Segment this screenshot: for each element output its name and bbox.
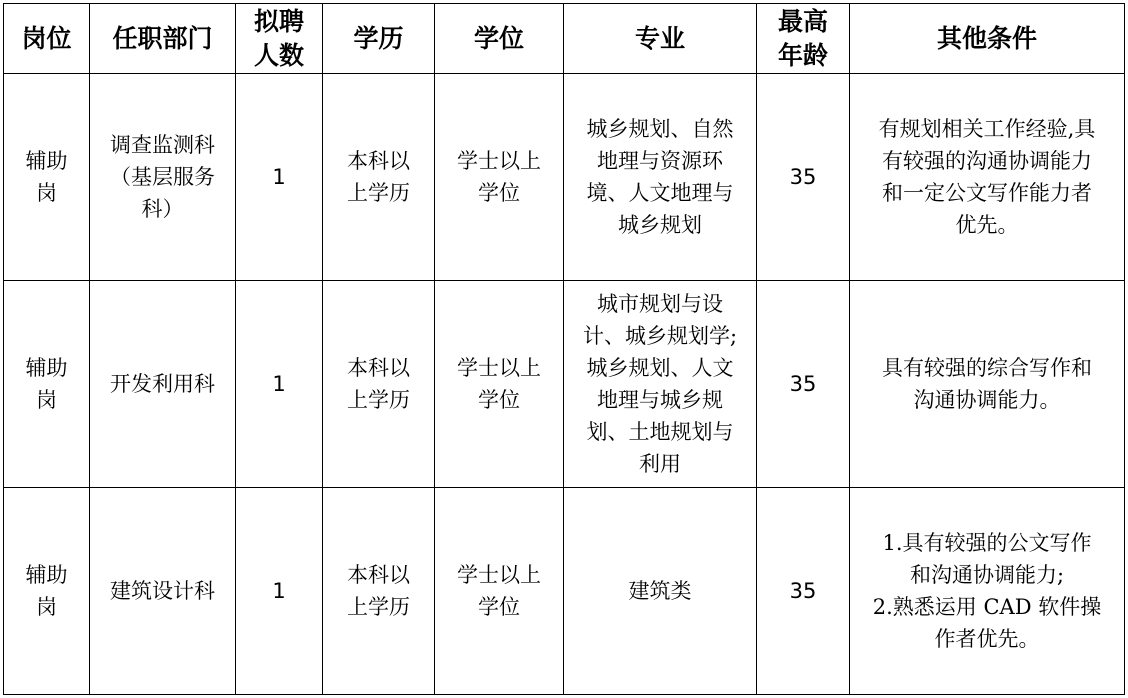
cell-position-line: 岗: [36, 595, 57, 619]
cell-major-line: 城乡规划、人文: [586, 356, 734, 380]
header-degree: 学位: [435, 4, 564, 74]
header-major: 专业: [564, 4, 757, 74]
cell-degree: [435, 488, 564, 695]
cell-max-age: [757, 281, 850, 488]
cell-education: [323, 488, 435, 695]
cell-degree-line: 学位: [478, 181, 520, 205]
cell-degree-line: 学位: [478, 388, 520, 412]
cell-major: [564, 74, 757, 281]
cell-position: [4, 488, 90, 695]
header-row: [4, 4, 1125, 74]
header-max-age-line: 年龄: [777, 40, 828, 70]
cell-count-value: 1: [272, 165, 286, 189]
cell-major-line: 建筑类: [628, 579, 692, 603]
cell-other-line: 2.熟悉运用 CAD 软件操: [872, 595, 1102, 619]
cell-position-line: 辅助: [25, 356, 68, 380]
cell-department-line: 调查监测科: [110, 133, 215, 157]
cell-count: [236, 488, 323, 695]
cell-max-age-value: 35: [789, 579, 817, 603]
cell-education: [323, 74, 435, 281]
cell-major-line: 划、土地规划与: [586, 420, 734, 444]
cell-other: [850, 488, 1125, 695]
cell-major-line: 地理与资源环: [597, 149, 723, 173]
cell-position-line: 辅助: [25, 149, 68, 173]
cell-education-line: 本科以: [347, 356, 410, 380]
cell-position-line: 岗: [36, 388, 57, 412]
cell-major-line: 计、城乡规划学;: [582, 324, 738, 348]
cell-department-line: （基层服务: [110, 165, 215, 189]
cell-max-age-value: 35: [789, 372, 817, 396]
cell-max-age: [757, 74, 850, 281]
cell-position-line: 辅助: [25, 563, 68, 587]
cell-position-line: 岗: [36, 181, 57, 205]
header-other: 其他条件: [850, 4, 1125, 74]
cell-education-line: 本科以: [347, 563, 410, 587]
recruitment-table: [3, 3, 1125, 695]
cell-other: [850, 74, 1125, 281]
cell-education: [323, 281, 435, 488]
table-row: [4, 488, 1125, 695]
table-row: [4, 74, 1125, 281]
cell-other-line: 具有较强的综合写作和: [882, 356, 1092, 380]
cell-count: [236, 74, 323, 281]
cell-major-line: 城乡规划、自然: [586, 117, 734, 141]
cell-count-value: 1: [272, 372, 286, 396]
cell-department: [90, 281, 236, 488]
cell-other-line: 1.具有较强的公文写作: [882, 531, 1092, 555]
header-position: 岗位: [4, 4, 90, 74]
cell-major: [564, 281, 757, 488]
header-max-age: [757, 4, 850, 74]
cell-count: [236, 281, 323, 488]
header-education: 学历: [323, 4, 435, 74]
cell-other-line: 和一定公文写作能力者: [882, 181, 1092, 205]
cell-position: [4, 74, 90, 281]
cell-major-line: 城乡规划: [618, 213, 702, 237]
cell-degree-line: 学士以上: [457, 356, 541, 380]
cell-major-line: 地理与城乡规: [597, 388, 723, 412]
cell-major-line: 城市规划与设: [597, 292, 723, 316]
cell-department-line: 开发利用科: [110, 372, 215, 396]
cell-degree: [435, 74, 564, 281]
cell-department-line: 科）: [141, 197, 184, 221]
cell-department: [90, 74, 236, 281]
cell-degree-line: 学士以上: [457, 563, 541, 587]
cell-other: [850, 281, 1125, 488]
cell-education-line: 上学历: [347, 181, 410, 205]
cell-other-line: 和沟通协调能力;: [909, 563, 1065, 587]
header-max-age-line: 最高: [777, 6, 828, 36]
cell-major: [564, 488, 757, 695]
cell-other-line: 优先。: [955, 213, 1019, 237]
cell-degree-line: 学士以上: [457, 149, 541, 173]
cell-count-value: 1: [272, 579, 286, 603]
cell-major-line: 利用: [639, 452, 681, 476]
cell-max-age-value: 35: [789, 165, 817, 189]
cell-major-line: 境、人文地理与: [586, 181, 734, 205]
cell-degree: [435, 281, 564, 488]
cell-department: [90, 488, 236, 695]
cell-position: [4, 281, 90, 488]
cell-degree-line: 学位: [478, 595, 520, 619]
cell-other-line: 沟通协调能力。: [913, 388, 1061, 412]
header-count-line: 拟聘: [253, 6, 304, 36]
header-count-line: 人数: [253, 40, 304, 70]
cell-education-line: 上学历: [347, 388, 410, 412]
cell-other-line: 有规划相关工作经验,具: [878, 117, 1096, 141]
header-department: 任职部门: [90, 4, 236, 74]
cell-department-line: 建筑设计科: [110, 579, 215, 603]
cell-other-line: 作者优先。: [934, 627, 1040, 651]
table-row: [4, 281, 1125, 488]
cell-max-age: [757, 488, 850, 695]
cell-education-line: 本科以: [347, 149, 410, 173]
cell-other-line: 有较强的沟通协调能力: [882, 149, 1092, 173]
cell-education-line: 上学历: [347, 595, 410, 619]
header-count: [236, 4, 323, 74]
